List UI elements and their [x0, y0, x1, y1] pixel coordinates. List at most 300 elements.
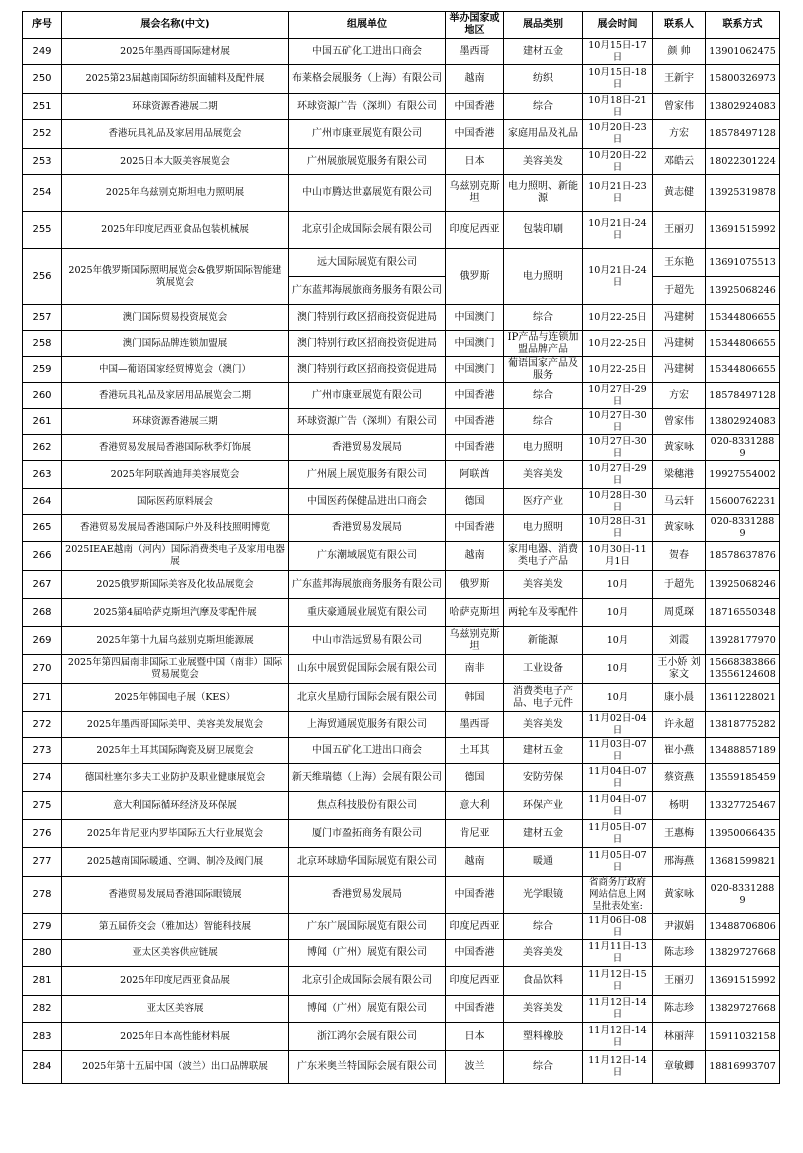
cell-contact: 黄家咏: [653, 877, 706, 914]
cell-date: 11月04日-07日: [583, 792, 653, 820]
cell-no: 274: [23, 764, 62, 792]
cell-phone: 13925068246: [706, 277, 780, 305]
cell-category: 综合: [504, 383, 583, 409]
cell-no: 266: [23, 542, 62, 571]
cell-category: 电力照明、新能源: [504, 175, 583, 212]
cell-name: 2025第4届哈萨克斯坦汽摩及零配件展: [62, 599, 289, 627]
cell-date: 11月05日-07日: [583, 848, 653, 877]
cell-org: 环球资源广告（深圳）有限公司: [289, 409, 446, 435]
cell-contact: 崔小燕: [653, 738, 706, 764]
col-header-date: 展会时间: [583, 12, 653, 39]
cell-no: 250: [23, 65, 62, 94]
table-row: [23, 542, 780, 571]
cell-phone: 18816993707: [706, 1051, 780, 1084]
cell-date: 10月22-25日: [583, 305, 653, 331]
cell-date: 10月15日-17日: [583, 39, 653, 65]
cell-country: 中国香港: [446, 940, 504, 967]
cell-org: 广东米奥兰特国际会展有限公司: [289, 1051, 446, 1084]
cell-name: 2025年日本高性能材料展: [62, 1023, 289, 1051]
cell-name: 香港玩具礼品及家居用品展览会: [62, 120, 289, 149]
cell-contact: 黄家咏: [653, 435, 706, 461]
cell-contact: 方宏: [653, 383, 706, 409]
table-row: [23, 435, 780, 461]
cell-phone: 13818775282: [706, 712, 780, 738]
table-row: [23, 212, 780, 249]
cell-phone: 13488857189: [706, 738, 780, 764]
cell-contact: 林丽萍: [653, 1023, 706, 1051]
cell-date: 10月22-25日: [583, 357, 653, 383]
table-row: [23, 305, 780, 331]
cell-country: 中国香港: [446, 435, 504, 461]
cell-name: 2025年墨西哥国际美甲、美容美发展览会: [62, 712, 289, 738]
table-row: [23, 357, 780, 383]
cell-no: 280: [23, 940, 62, 967]
cell-phone: 13488706806: [706, 914, 780, 940]
cell-country: 南非: [446, 655, 504, 684]
cell-phone: 13829727668: [706, 940, 780, 967]
table-row: [23, 249, 780, 277]
cell-no: 284: [23, 1051, 62, 1084]
table-row: [23, 94, 780, 120]
cell-date: 省商务厅政府网站信息上网呈批表处室:: [583, 877, 653, 914]
cell-org: 广州市康亚展览有限公司: [289, 120, 446, 149]
cell-date: 10月27日-29日: [583, 383, 653, 409]
cell-country: 中国澳门: [446, 305, 504, 331]
cell-category: 电力照明: [504, 435, 583, 461]
cell-org: 北京引企成国际会展有限公司: [289, 212, 446, 249]
cell-country: 中国香港: [446, 120, 504, 149]
cell-phone: 15344806655: [706, 331, 780, 357]
cell-org: 广东蓝邦海展旅商务服务有限公司: [289, 571, 446, 599]
cell-phone: 13829727668: [706, 996, 780, 1023]
cell-name: 环球资源香港展二期: [62, 94, 289, 120]
cell-no: 249: [23, 39, 62, 65]
cell-contact: 黄家咏: [653, 515, 706, 542]
cell-country: 中国香港: [446, 94, 504, 120]
table-row: [23, 820, 780, 848]
cell-org: 广州展上展览服务有限公司: [289, 461, 446, 489]
cell-org: 中山市浩远贸易有限公司: [289, 627, 446, 655]
cell-name: 2025年第十九届乌兹别克斯坦能源展: [62, 627, 289, 655]
cell-phone: 13691515992: [706, 212, 780, 249]
cell-phone: 020-83312889: [706, 877, 780, 914]
cell-name: 2025年韩国电子展（KES）: [62, 684, 289, 712]
cell-org: 浙江鸿尔会展有限公司: [289, 1023, 446, 1051]
cell-no: 253: [23, 149, 62, 175]
cell-country: 中国香港: [446, 383, 504, 409]
table-row: [23, 149, 780, 175]
cell-no: 255: [23, 212, 62, 249]
cell-date: 10月21日-24日: [583, 212, 653, 249]
cell-phone: 13802924083: [706, 409, 780, 435]
cell-org: 上海贸通展览服务有限公司: [289, 712, 446, 738]
cell-category: 美容美发: [504, 940, 583, 967]
cell-org: 香港贸易发展局: [289, 515, 446, 542]
cell-contact: 尹淑娟: [653, 914, 706, 940]
cell-org: 广东潮域展览有限公司: [289, 542, 446, 571]
cell-org: 中国五矿化工进出口商会: [289, 738, 446, 764]
header-row: [23, 12, 780, 39]
cell-org: 澳门特别行政区招商投资促进局: [289, 305, 446, 331]
cell-category: 综合: [504, 305, 583, 331]
cell-phone: 15344806655: [706, 305, 780, 331]
table-row: [23, 967, 780, 996]
cell-category: 新能源: [504, 627, 583, 655]
cell-date: 11月12日-15日: [583, 967, 653, 996]
cell-no: 256: [23, 249, 62, 305]
col-header-contact: 联系人: [653, 12, 706, 39]
table-row: [23, 627, 780, 655]
cell-no: 265: [23, 515, 62, 542]
cell-no: 278: [23, 877, 62, 914]
cell-phone: 15911032158: [706, 1023, 780, 1051]
cell-contact: 蔡资燕: [653, 764, 706, 792]
cell-org: 中国五矿化工进出口商会: [289, 39, 446, 65]
cell-date: 10月15日-18日: [583, 65, 653, 94]
cell-contact: 王新宇: [653, 65, 706, 94]
cell-contact: 邓皓云: [653, 149, 706, 175]
cell-name: 2025年乌兹别克斯坦电力照明展: [62, 175, 289, 212]
table-row: [23, 877, 780, 914]
table-row: [23, 848, 780, 877]
cell-name: 2025年阿联酋迪拜美容展览会: [62, 461, 289, 489]
cell-date: 11月12日-14日: [583, 996, 653, 1023]
cell-contact: 陈志珍: [653, 996, 706, 1023]
cell-category: 美容美发: [504, 461, 583, 489]
cell-contact: 曾家伟: [653, 409, 706, 435]
cell-country: 乌兹别克斯坦: [446, 627, 504, 655]
cell-country: 中国香港: [446, 409, 504, 435]
table-row: [23, 1051, 780, 1084]
cell-date: 11月12日-14日: [583, 1023, 653, 1051]
cell-phone: 18578637876: [706, 542, 780, 571]
cell-org: 中国医药保健品进出口商会: [289, 489, 446, 515]
table-row: [23, 655, 780, 684]
table-row: [23, 914, 780, 940]
cell-org: 香港贸易发展局: [289, 877, 446, 914]
cell-date: 11月11日-13日: [583, 940, 653, 967]
cell-contact: 贺春: [653, 542, 706, 571]
cell-date: 10月20日-23日: [583, 120, 653, 149]
cell-phone: 020-83312889: [706, 435, 780, 461]
cell-phone: 18716550348: [706, 599, 780, 627]
cell-no: 283: [23, 1023, 62, 1051]
cell-no: 264: [23, 489, 62, 515]
cell-no: 270: [23, 655, 62, 684]
col-header-org: 组展单位: [289, 12, 446, 39]
cell-org: 澳门特别行政区招商投资促进局: [289, 331, 446, 357]
cell-no: 267: [23, 571, 62, 599]
cell-no: 259: [23, 357, 62, 383]
cell-country: 肯尼亚: [446, 820, 504, 848]
cell-no: 254: [23, 175, 62, 212]
table-row: [23, 175, 780, 212]
cell-date: 10月: [583, 571, 653, 599]
cell-contact: 陈志珍: [653, 940, 706, 967]
cell-contact: 曾家伟: [653, 94, 706, 120]
cell-org: 重庆豪通展业展览有限公司: [289, 599, 446, 627]
cell-org: 博闻（广州）展览有限公司: [289, 940, 446, 967]
cell-category: 医疗产业: [504, 489, 583, 515]
cell-phone: 13802924083: [706, 94, 780, 120]
cell-category: 塑料橡胶: [504, 1023, 583, 1051]
cell-no: 262: [23, 435, 62, 461]
cell-name: 2025年印度尼西亚食品展: [62, 967, 289, 996]
cell-name: 2025年俄罗斯国际照明展览会&俄罗斯国际智能建筑展览会: [62, 249, 289, 305]
cell-country: 中国香港: [446, 996, 504, 1023]
cell-name: 2025日本大阪美容展览会: [62, 149, 289, 175]
cell-contact: 许永超: [653, 712, 706, 738]
cell-no: 268: [23, 599, 62, 627]
cell-category: 美容美发: [504, 149, 583, 175]
col-header-country: 举办国家或地区: [446, 12, 504, 39]
cell-org: 焦点科技股份有限公司: [289, 792, 446, 820]
cell-phone: 13901062475: [706, 39, 780, 65]
cell-country: 波兰: [446, 1051, 504, 1084]
cell-country: 俄罗斯: [446, 249, 504, 305]
cell-country: 哈萨克斯坦: [446, 599, 504, 627]
cell-no: 260: [23, 383, 62, 409]
cell-date: 11月04日-07日: [583, 764, 653, 792]
cell-country: 中国澳门: [446, 357, 504, 383]
cell-contact: 王惠梅: [653, 820, 706, 848]
cell-org: 北京引企成国际会展有限公司: [289, 967, 446, 996]
cell-org: 新天维瑞德（上海）会展有限公司: [289, 764, 446, 792]
cell-phone: 13691515992: [706, 967, 780, 996]
cell-category: 综合: [504, 409, 583, 435]
cell-name: 国际医药原料展会: [62, 489, 289, 515]
col-header-category: 展品类别: [504, 12, 583, 39]
cell-org: 北京环球励华国际展览有限公司: [289, 848, 446, 877]
table-row: [23, 383, 780, 409]
cell-org: 广东广展国际展览有限公司: [289, 914, 446, 940]
cell-category: 葡语国家产品及服务: [504, 357, 583, 383]
cell-date: 10月28日-30日: [583, 489, 653, 515]
cell-no: 276: [23, 820, 62, 848]
cell-contact: 方宏: [653, 120, 706, 149]
cell-phone: 13691075513: [706, 249, 780, 277]
cell-date: 10月28日-31日: [583, 515, 653, 542]
cell-phone: 13559185459: [706, 764, 780, 792]
cell-no: 252: [23, 120, 62, 149]
cell-date: 10月27日-29日: [583, 461, 653, 489]
cell-org: 广东蓝邦海展旅商务服务有限公司: [289, 277, 446, 305]
cell-country: 墨西哥: [446, 712, 504, 738]
cell-org: 广州市康亚展览有限公司: [289, 383, 446, 409]
cell-org: 远大国际展览有限公司: [289, 249, 446, 277]
cell-country: 中国香港: [446, 877, 504, 914]
cell-category: 综合: [504, 1051, 583, 1084]
cell-contact: 王东艳: [653, 249, 706, 277]
cell-org: 香港贸易发展局: [289, 435, 446, 461]
cell-no: 282: [23, 996, 62, 1023]
cell-phone: 18578497128: [706, 120, 780, 149]
cell-category: 建材五金: [504, 39, 583, 65]
cell-org: 布莱格会展服务（上海）有限公司: [289, 65, 446, 94]
cell-category: 两轮车及零配件: [504, 599, 583, 627]
cell-no: 281: [23, 967, 62, 996]
cell-phone: 020-83312889: [706, 515, 780, 542]
cell-contact: 冯建树: [653, 357, 706, 383]
cell-name: 2025越南国际暖通、空调、制冷及阀门展: [62, 848, 289, 877]
cell-category: 家用电器、消费类电子产品: [504, 542, 583, 571]
cell-country: 俄罗斯: [446, 571, 504, 599]
table-row: [23, 461, 780, 489]
table-row: [23, 712, 780, 738]
cell-name: 2025年土耳其国际陶瓷及厨卫展览会: [62, 738, 289, 764]
cell-country: 越南: [446, 542, 504, 571]
col-header-phone: 联系方式: [706, 12, 780, 39]
cell-no: 271: [23, 684, 62, 712]
cell-phone: 15600762231: [706, 489, 780, 515]
cell-name: 亚太区美容展: [62, 996, 289, 1023]
cell-phone: 19927554002: [706, 461, 780, 489]
cell-phone: 13950066435: [706, 820, 780, 848]
cell-country: 阿联酋: [446, 461, 504, 489]
cell-country: 印度尼西亚: [446, 967, 504, 996]
cell-country: 越南: [446, 848, 504, 877]
cell-name: 澳门国际品牌连锁加盟展: [62, 331, 289, 357]
cell-org: 中山市腾达世嘉展览有限公司: [289, 175, 446, 212]
cell-category: 美容美发: [504, 712, 583, 738]
cell-category: 光学眼镜: [504, 877, 583, 914]
cell-name: 2025俄罗斯国际美容及化妆品展览会: [62, 571, 289, 599]
cell-date: 11月12日-14日: [583, 1051, 653, 1084]
cell-contact: 颜 帅: [653, 39, 706, 65]
cell-date: 10月27日-30日: [583, 435, 653, 461]
cell-name: 2025年第十五届中国（波兰）出口品牌联展: [62, 1051, 289, 1084]
cell-category: 美容美发: [504, 571, 583, 599]
cell-country: 土耳其: [446, 738, 504, 764]
cell-date: 10月18日-21日: [583, 94, 653, 120]
cell-category: 包装印刷: [504, 212, 583, 249]
cell-no: 258: [23, 331, 62, 357]
cell-name: 香港玩具礼品及家居用品展览会二期: [62, 383, 289, 409]
cell-org: 博闻（广州）展览有限公司: [289, 996, 446, 1023]
cell-category: 工业设备: [504, 655, 583, 684]
cell-country: 乌兹别克斯坦: [446, 175, 504, 212]
cell-no: 263: [23, 461, 62, 489]
cell-category: 美容美发: [504, 996, 583, 1023]
table-row: [23, 409, 780, 435]
cell-name: 2025年第四届南非国际工业展暨中国（南非）国际贸易展览会: [62, 655, 289, 684]
table-row: [23, 39, 780, 65]
cell-no: 251: [23, 94, 62, 120]
cell-category: 综合: [504, 914, 583, 940]
table-row: [23, 738, 780, 764]
col-header-no: 序号: [23, 12, 62, 39]
cell-country: 中国香港: [446, 515, 504, 542]
cell-phone: 15800326973: [706, 65, 780, 94]
cell-org: 广州展旅展览服务有限公司: [289, 149, 446, 175]
cell-contact: 王小娇 刘家文: [653, 655, 706, 684]
cell-no: 277: [23, 848, 62, 877]
cell-category: 纺织: [504, 65, 583, 94]
cell-date: 10月21日-23日: [583, 175, 653, 212]
cell-name: 2025年肯尼亚内罗毕国际五大行业展览会: [62, 820, 289, 848]
table-row: [23, 684, 780, 712]
cell-org: 厦门市盈拓商务有限公司: [289, 820, 446, 848]
cell-country: 日本: [446, 1023, 504, 1051]
cell-category: 食品饮料: [504, 967, 583, 996]
table-row: [23, 331, 780, 357]
cell-category: 安防劳保: [504, 764, 583, 792]
cell-contact: 黄志健: [653, 175, 706, 212]
cell-name: 2025第23届越南国际纺织面辅料及配件展: [62, 65, 289, 94]
cell-name: 环球资源香港展三期: [62, 409, 289, 435]
cell-contact: 章敏卿: [653, 1051, 706, 1084]
cell-contact: 于超先: [653, 277, 706, 305]
cell-country: 印度尼西亚: [446, 212, 504, 249]
cell-phone: 15668383866 13556124608: [706, 655, 780, 684]
cell-phone: 13925068246: [706, 571, 780, 599]
cell-no: 273: [23, 738, 62, 764]
cell-phone: 13327725467: [706, 792, 780, 820]
cell-date: 11月06日-08日: [583, 914, 653, 940]
cell-country: 日本: [446, 149, 504, 175]
cell-date: 10月20日-22日: [583, 149, 653, 175]
table-row: [23, 764, 780, 792]
cell-contact: 马云轩: [653, 489, 706, 515]
cell-contact: 邢海燕: [653, 848, 706, 877]
cell-date: 11月05日-07日: [583, 820, 653, 848]
cell-date: 10月21日-24日: [583, 249, 653, 305]
cell-phone: 18022301224: [706, 149, 780, 175]
table-row: [23, 599, 780, 627]
cell-phone: 15344806655: [706, 357, 780, 383]
cell-date: 10月: [583, 599, 653, 627]
cell-contact: 周觅琛: [653, 599, 706, 627]
cell-date: 11月03日-07日: [583, 738, 653, 764]
cell-contact: 康小晨: [653, 684, 706, 712]
cell-name: 中国—葡语国家经贸博览会（澳门）: [62, 357, 289, 383]
cell-name: 香港贸易发展局香港国际秋季灯饰展: [62, 435, 289, 461]
cell-category: 家庭用品及礼品: [504, 120, 583, 149]
table-row: [23, 792, 780, 820]
table-row: [23, 65, 780, 94]
cell-name: 2025年墨西哥国际建材展: [62, 39, 289, 65]
cell-date: 10月: [583, 627, 653, 655]
cell-name: 第五届侨交会（雅加达）智能科技展: [62, 914, 289, 940]
cell-name: 德国杜塞尔多夫工业防护及职业健康展览会: [62, 764, 289, 792]
cell-category: 电力照明: [504, 515, 583, 542]
cell-phone: 13925319878: [706, 175, 780, 212]
cell-name: 亚太区美容供应链展: [62, 940, 289, 967]
cell-country: 墨西哥: [446, 39, 504, 65]
cell-contact: 梁穗港: [653, 461, 706, 489]
cell-contact: 杨明: [653, 792, 706, 820]
cell-org: 北京火星励行国际会展有限公司: [289, 684, 446, 712]
cell-no: 261: [23, 409, 62, 435]
cell-country: 越南: [446, 65, 504, 94]
cell-contact: 王丽刃: [653, 967, 706, 996]
exhibition-table: [22, 11, 780, 1084]
cell-org: 环球资源广告（深圳）有限公司: [289, 94, 446, 120]
cell-name: 澳门国际贸易投资展览会: [62, 305, 289, 331]
cell-phone: 13611228021: [706, 684, 780, 712]
cell-org: 澳门特别行政区招商投资促进局: [289, 357, 446, 383]
cell-no: 275: [23, 792, 62, 820]
cell-no: 257: [23, 305, 62, 331]
cell-org: 山东中展贸促国际会展有限公司: [289, 655, 446, 684]
cell-date: 11月02日-04日: [583, 712, 653, 738]
cell-phone: 18578497128: [706, 383, 780, 409]
cell-contact: 王丽刃: [653, 212, 706, 249]
cell-phone: 13928177970: [706, 627, 780, 655]
cell-name: 2025年印度尼西亚食品包装机械展: [62, 212, 289, 249]
cell-no: 269: [23, 627, 62, 655]
cell-name: 香港贸易发展局香港国际眼镜展: [62, 877, 289, 914]
